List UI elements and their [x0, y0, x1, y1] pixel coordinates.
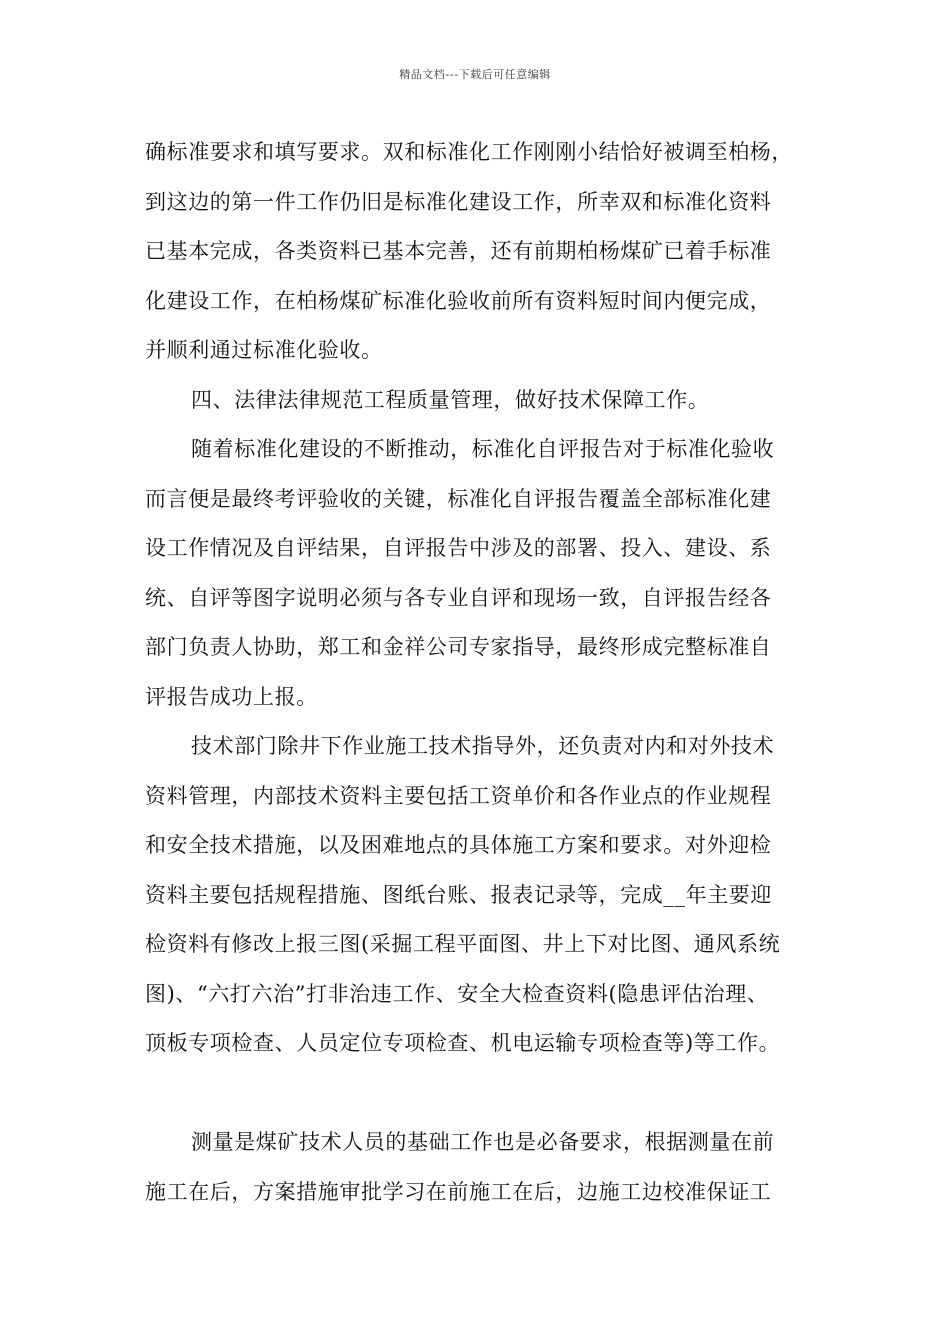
text-line: 已基本完成，各类资料已基本完善，还有前期柏杨煤矿已着手标准 [145, 239, 772, 263]
text-line: 施工在后，方案措施审批学习在前施工在后，边施工边校准保证工 [145, 1179, 772, 1204]
text-line: 图)、“六打六治”打非治违工作、安全大检查资料(隐患评估治理、 [145, 981, 769, 1006]
text-line: 检资料有修改上报三图(采掘工程平面图、井上下对比图、通风系统 [145, 932, 781, 956]
text-line: 到这边的第一件工作仍旧是标准化建设工作，所幸双和标准化资料 [145, 189, 772, 214]
text-line: 部门负责人协助，郑工和金祥公司专家指导，最终形成完整标准自 [145, 635, 772, 659]
page-header: 精品文档---下载后可任意编辑 [399, 68, 551, 81]
text-line: 技术部门除井下作业施工技术指导外，还负责对内和对外技术 [191, 734, 775, 758]
text-line: 资料主要包括规程措施、图纸台账、报表记录等，完成__年主要迎 [145, 882, 772, 907]
text-line: 和安全技术措施，以及困难地点的具体施工方案和要求。对外迎检 [145, 833, 772, 857]
text-line: 确标准要求和填写要求。双和标准化工作刚刚小结恰好被调至柏杨， [145, 140, 793, 164]
text-line: 评报告成功上报。 [145, 684, 318, 709]
text-line: 化建设工作，在柏杨煤矿标准化验收前所有资料短时间内便完成， [145, 288, 772, 313]
text-line: 随着标准化建设的不断推动，标准化自评报告对于标准化验收 [191, 437, 775, 461]
text-line: 测量是煤矿技术人员的基础工作也是必备要求，根据测量在前 [191, 1130, 775, 1154]
text-line: 统、自评等图字说明必须与各专业自评和现场一致，自评报告经各 [145, 585, 772, 610]
text-line: 资料管理，内部技术资料主要包括工资单价和各作业点的作业规程 [145, 783, 772, 808]
text-line: 设工作情况及自评结果，自评报告中涉及的部署、投入、建设、系 [145, 536, 772, 560]
text-line: 并顺利通过标准化验收。 [145, 338, 383, 362]
paragraph-gap [145, 1069, 825, 1119]
section-heading: 四、法律法律规范工程质量管理，做好技术保障工作。 [191, 387, 710, 412]
document-body [145, 128, 825, 1217]
text-line: 而言便是最终考评验收的关键，标准化自评报告覆盖全部标准化建 [145, 486, 772, 511]
text-line: 顶板专项检查、人员定位专项检查、机电运输专项检查等)等工作。 [145, 1031, 781, 1055]
